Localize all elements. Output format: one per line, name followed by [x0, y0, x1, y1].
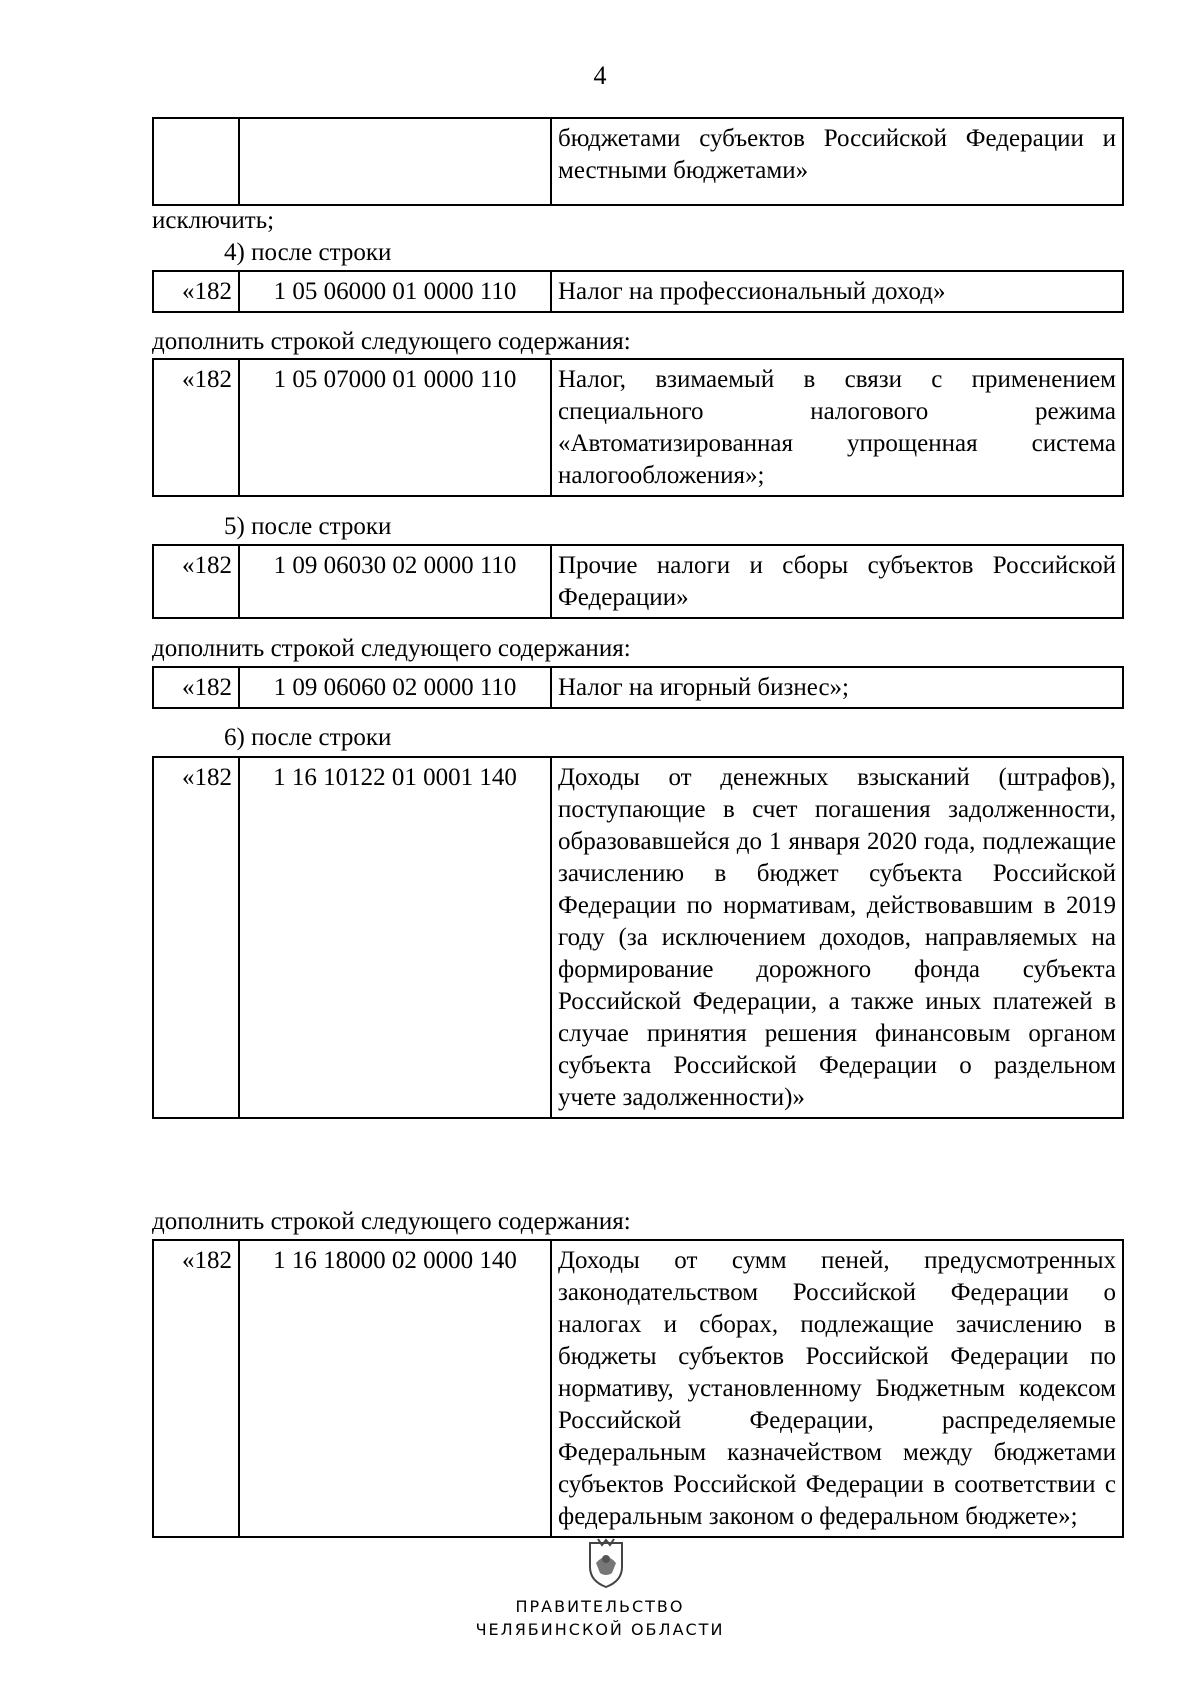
- cell-admin-code: «182: [153, 667, 239, 708]
- paragraph-item-6: 6) после строки: [224, 724, 392, 751]
- table-row-fines-income: [152, 756, 1124, 1119]
- table-row: [153, 359, 1123, 496]
- cell-budget-code: 1 16 10122 01 0001 140: [239, 757, 551, 1118]
- table-row-professional-income: [152, 270, 1124, 313]
- table-row-penalties-income: [152, 1239, 1124, 1538]
- table-row-gambling-tax: [152, 666, 1124, 709]
- cell-description: Налог на профессиональный доход»: [551, 271, 1123, 312]
- cell-budget-code: 1 05 06000 01 0000 110: [239, 271, 551, 312]
- cell-description: бюджетами субъектов Российской Федерации и местными бюджетами»: [551, 118, 1123, 205]
- paragraph-item-4: 4) после строки: [224, 239, 392, 266]
- table-row: [153, 271, 1123, 312]
- cell-description: Доходы от денежных взысканий (штрафов), поступающие в счет погашения задолженности, образовавшейся до 1 января 2020 года, подлежащие зачислению в бюджет субъекта Российской Федерации по нормативам, действовавшим в 2019 году (за исключением доходов, направляемых на формирование дорожного фонда субъекта Российской Федерации, а также иных платежей в случае принятия решения финансовым органом субъекта Российской Федерации о раздельном учете задолженности)»: [551, 757, 1123, 1118]
- cell-budget-code: 1 16 18000 02 0000 140: [239, 1240, 551, 1537]
- coat-of-arms-icon: [584, 1537, 628, 1589]
- stamp-line-2: ЧЕЛЯБИНСКОЙ ОБЛАСТИ: [475, 1620, 725, 1639]
- table-row: [153, 757, 1123, 1118]
- paragraph-add-row-3: дополнить строкой следующего содержания:: [152, 1208, 631, 1235]
- cell-budget-code: 1 05 07000 01 0000 110: [239, 359, 551, 496]
- page-number: 4: [593, 61, 607, 90]
- cell-admin-code: «182: [153, 545, 239, 618]
- table-row-other-taxes: [152, 544, 1124, 619]
- cell-description: Прочие налоги и сборы субъектов Российской Федерации»: [551, 545, 1123, 618]
- paragraph-add-row-2: дополнить строкой следующего содержания:: [152, 635, 631, 662]
- cell-budget-code: [239, 118, 551, 205]
- table-row-ausn-tax: [152, 358, 1124, 497]
- table-row: [153, 118, 1123, 205]
- cell-budget-code: 1 09 06030 02 0000 110: [239, 545, 551, 618]
- table-fragment-budgets: [152, 117, 1124, 206]
- paragraph-exclude: исключить;: [152, 207, 275, 234]
- cell-admin-code: «182: [153, 359, 239, 496]
- cell-description: Налог, взимаемый в связи с применением специального налогового режима «Автоматизированная упрощенная система налогообложения»;: [551, 359, 1123, 496]
- table-row: [153, 545, 1123, 618]
- table-row: [153, 1240, 1123, 1537]
- paragraph-item-5: 5) после строки: [224, 513, 392, 540]
- cell-admin-code: «182: [153, 757, 239, 1118]
- cell-admin-code: «182: [153, 271, 239, 312]
- table-row: [153, 667, 1123, 708]
- cell-description: Доходы от сумм пеней, предусмотренных законодательством Российской Федерации о налогах и сборах, подлежащие зачислению в бюджеты субъектов Российской Федерации по нормативу, установленному Бюджетным кодексом Российской Федерации, распределяемые Федеральным казначейством между бюджетами субъектов Российской Федерации в соответствии с федеральным законом о федеральном бюджете»;: [551, 1240, 1123, 1537]
- cell-description: Налог на игорный бизнес»;: [551, 667, 1123, 708]
- cell-budget-code: 1 09 06060 02 0000 110: [239, 667, 551, 708]
- stamp-line-1: ПРАВИТЕЛЬСТВО: [515, 1597, 685, 1616]
- paragraph-add-row-1: дополнить строкой следующего содержания:: [152, 328, 631, 355]
- cell-admin-code: «182: [153, 1240, 239, 1537]
- cell-admin-code: [153, 118, 239, 205]
